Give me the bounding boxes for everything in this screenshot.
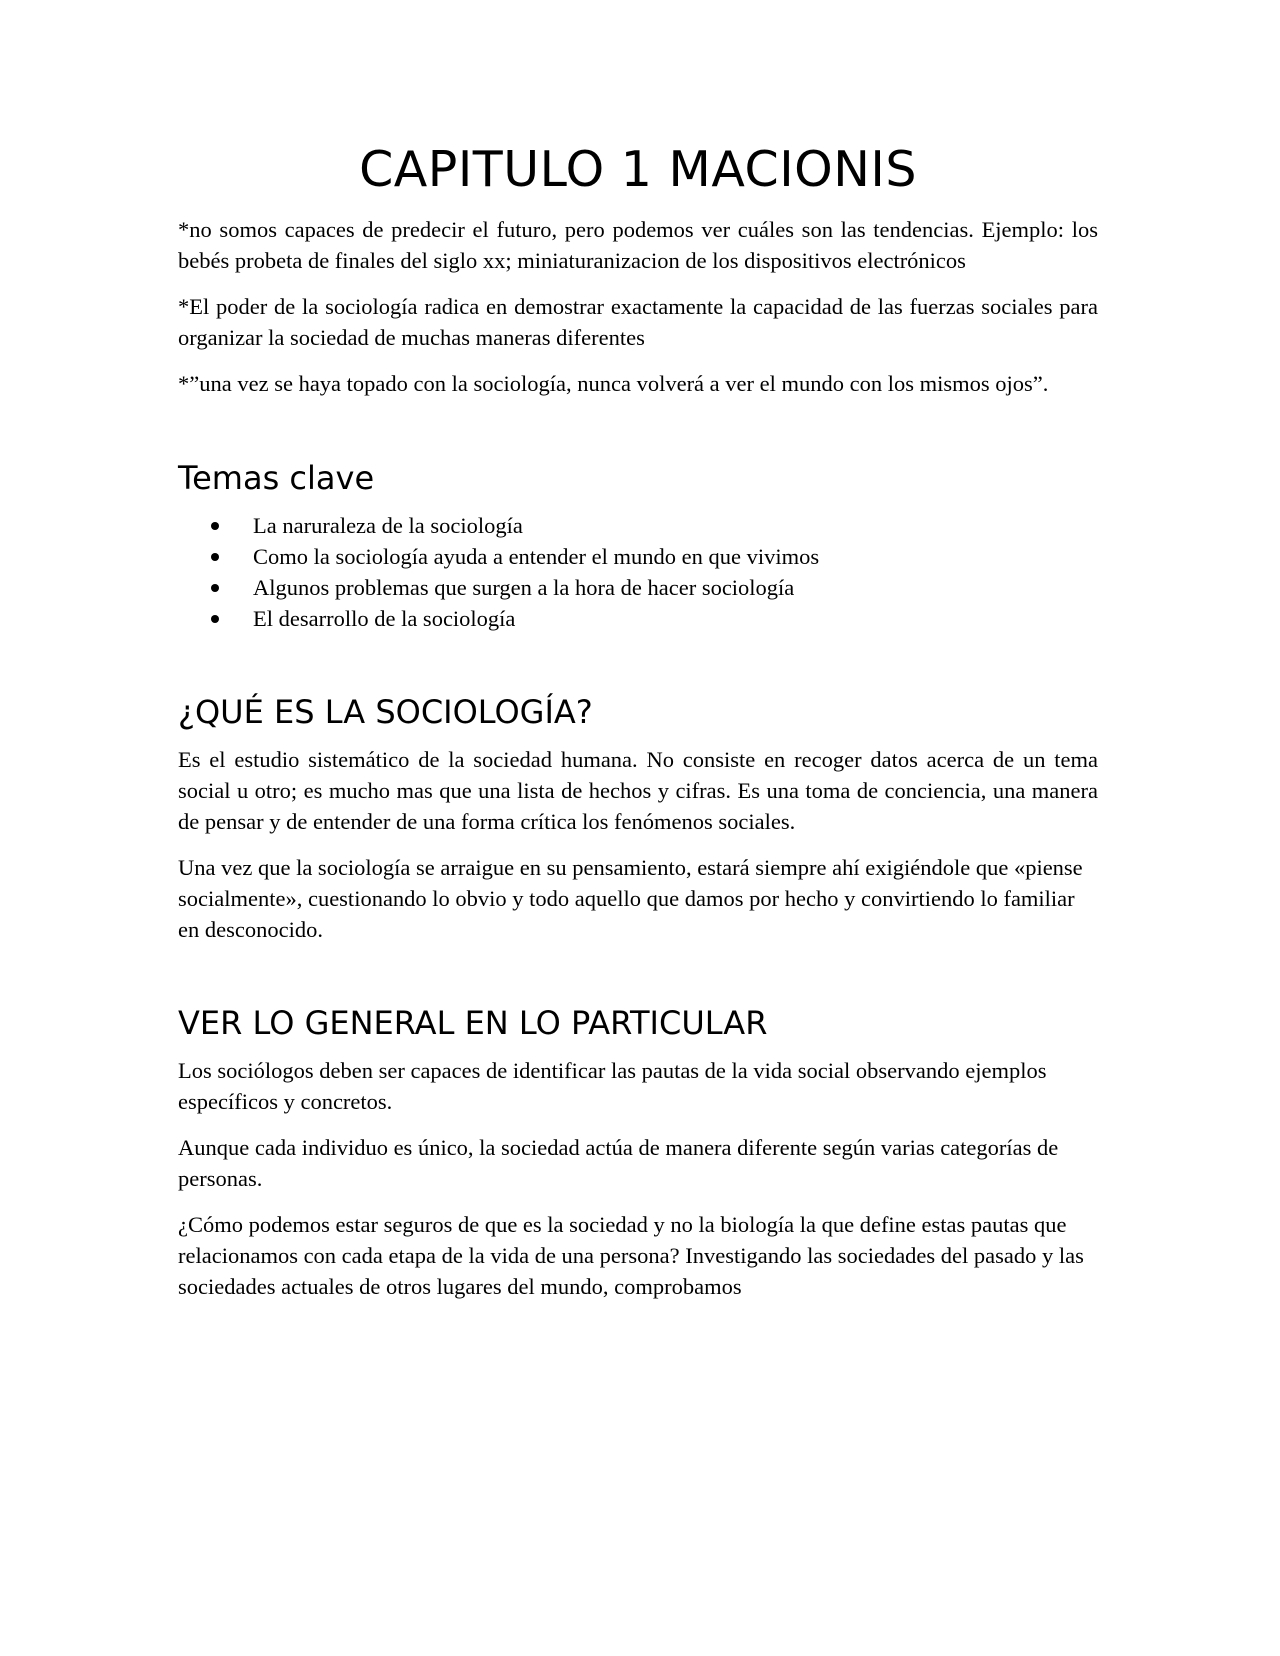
intro-paragraph-2: *El poder de la sociología radica en demostrar exactamente la capacidad de las fuerzas sociales para organizar la sociedad de muchas maneras diferentes	[178, 294, 1098, 350]
intro-paragraph-3: *”una vez se haya topado con la sociología, nunca volverá a ver el mundo con los mismos ojos”.	[178, 371, 1049, 396]
bullet-icon	[211, 522, 219, 530]
list-item-text: Algunos problemas que surgen a la hora de hacer sociología	[253, 575, 795, 600]
intro-paragraph-1: *no somos capaces de predecir el futuro, pero podemos ver cuáles son las tendencias. Ejemplo: los bebés probeta de finales del siglo xx; miniaturanizacion de los dispositivos electrónicos	[178, 217, 1098, 273]
bullet-icon	[211, 584, 219, 592]
list-item	[211, 572, 1098, 603]
ver-lo-general-paragraph-1: Los sociólogos deben ser capaces de identificar las pautas de la vida social observando ejemplos específicos y concretos.	[178, 1058, 1047, 1114]
que-es-heading: ¿QUÉ ES LA SOCIOLOGÍA?	[178, 693, 593, 731]
list-item	[211, 541, 1098, 572]
document-title: CAPITULO 1 MACIONIS	[359, 141, 917, 198]
list-item	[211, 603, 1098, 634]
bullet-icon	[211, 615, 219, 623]
temas-clave-heading: Temas clave	[178, 459, 375, 497]
list-item	[211, 510, 1098, 541]
ver-lo-general-paragraph-3: ¿Cómo podemos estar seguros de que es la sociedad y no la biología la que define estas pautas que relacionamos con cada etapa de la vida de una persona? Investigando las sociedades del pasado y las sociedades actuales de otros lugares del mundo, comprobamos	[178, 1212, 1084, 1299]
list-item-text: La naruraleza de la sociología	[253, 513, 523, 538]
bullet-icon	[211, 553, 219, 561]
que-es-paragraph-1: Es el estudio sistemático de la sociedad humana. No consiste en recoger datos acerca de un tema social u otro; es mucho mas que una lista de hechos y cifras. Es una toma de conciencia, una manera de pensar y de entender de una forma crítica los fenómenos sociales.	[178, 747, 1098, 834]
list-item-text: Como la sociología ayuda a entender el mundo en que vivimos	[253, 544, 820, 569]
document-content	[178, 140, 1098, 1317]
que-es-paragraph-2: Una vez que la sociología se arraigue en su pensamiento, estará siempre ahí exigiéndole que «piense socialmente», cuestionando lo obvio y todo aquello que damos por hecho y convirtiendo lo familiar en desconocido.	[178, 855, 1083, 942]
ver-lo-general-paragraph-2: Aunque cada individuo es único, la sociedad actúa de manera diferente según varias categorías de personas.	[178, 1135, 1059, 1191]
list-item-text: El desarrollo de la sociología	[253, 606, 516, 631]
ver-lo-general-heading: VER LO GENERAL EN LO PARTICULAR	[178, 1004, 768, 1042]
temas-clave-list	[178, 510, 1098, 634]
